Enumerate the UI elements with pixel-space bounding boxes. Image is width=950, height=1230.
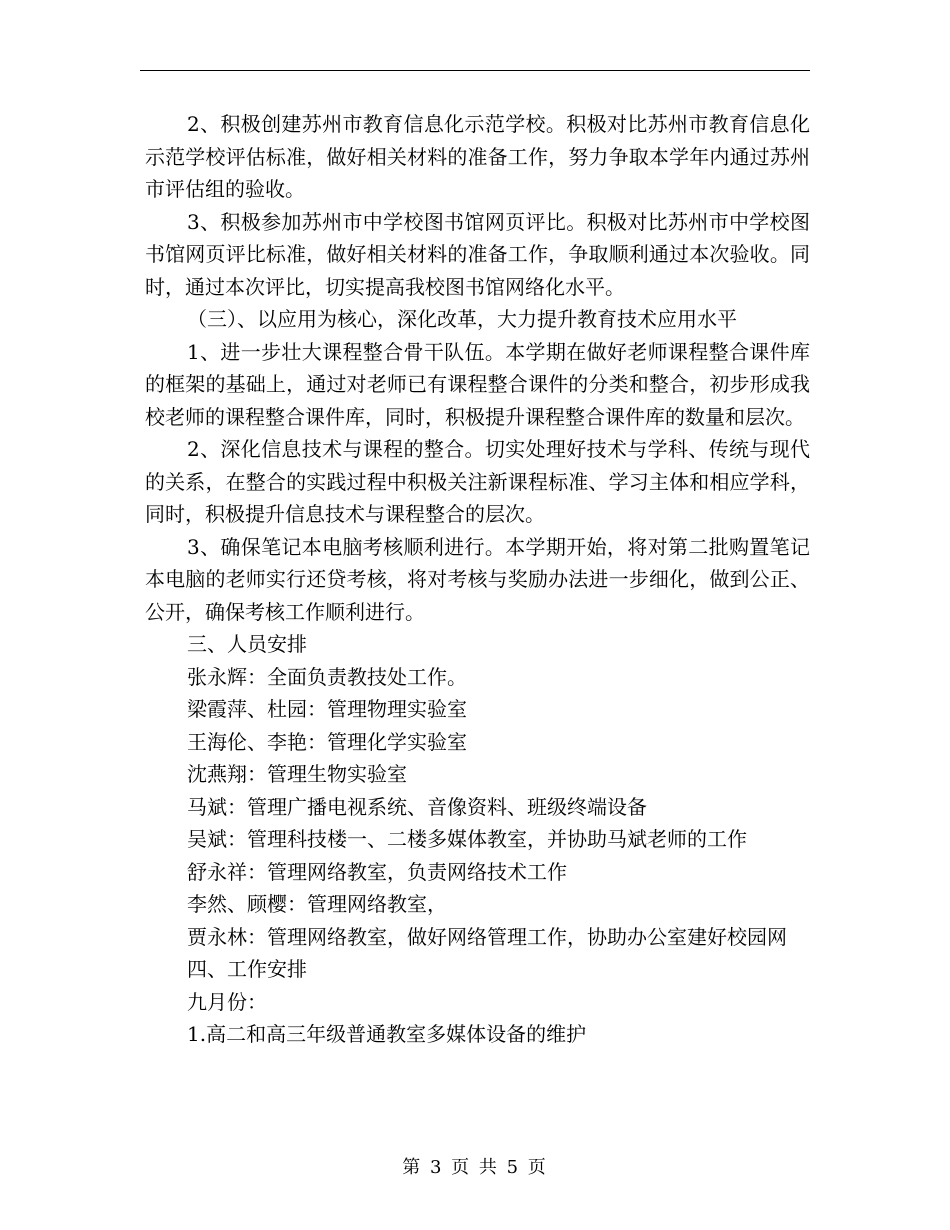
header-rule	[140, 70, 810, 71]
document-body	[145, 108, 810, 1051]
staff-line: 马斌：管理广播电视系统、音像资料、班级终端设备	[187, 794, 647, 819]
staff-line: 张永辉：全面负责教技处工作。	[187, 664, 467, 689]
staff-line: 舒永祥：管理网络教室，负责网络技术工作	[187, 859, 567, 884]
section-heading: （三）、以应用为核心，深化改革，大力提升教育技术应用水平	[187, 307, 737, 331]
section-heading: 四、工作安排	[187, 957, 307, 981]
staff-line: 沈燕翔：管理生物实验室	[187, 762, 407, 786]
staff-line: 王海伦、李艳：管理化学实验室	[187, 729, 467, 754]
list-item: 1.高二和高三年级普通教室多媒体设备的维护	[187, 1022, 587, 1046]
month-heading: 九月份：	[187, 989, 267, 1014]
staff-line: 吴斌：管理科技楼一、二楼多媒体教室，并协助马斌老师的工作	[187, 827, 747, 851]
staff-line: 梁霞萍、杜园：管理物理实验室	[187, 697, 467, 721]
section-heading: 三、人员安排	[187, 632, 307, 656]
staff-line: 贾永林：管理网络教室，做好网络管理工作，协助办公室建好校园网	[187, 924, 787, 949]
page-footer: 第 3 页 共 5 页	[402, 1157, 548, 1178]
paragraph: 2、深化信息技术与课程的整合。切实处理好技术与学科、传统与现代的关系，在整合的实践过程中积极关注新课程标准、学习主体和相应学科，同时，积极提升信息技术与课程整合的层次。	[145, 437, 810, 526]
paragraph: 1、进一步壮大课程整合骨干队伍。本学期在做好老师课程整合课件库的框架的基础上，通过对老师已有课程整合课件的分类和整合，初步形成我校老师的课程整合课件库，同时，积极提升课程整合课件库的数量和层次。	[145, 339, 810, 429]
paragraph: 3、确保笔记本电脑考核顺利进行。本学期开始，将对第二批购置笔记本电脑的老师实行还贷考核，将对考核与奖励办法进一步细化，做到公正、公开，确保考核工作顺利进行。	[145, 534, 810, 624]
staff-line: 李然、顾樱：管理网络教室，	[187, 892, 447, 916]
paragraph: 2、积极创建苏州市教育信息化示范学校。积极对比苏州市教育信息化示范学校评估标准，做好相关材料的准备工作，努力争取本学年内通过苏州市评估组的验收。	[145, 112, 810, 201]
paragraph: 3、积极参加苏州市中学校图书馆网页评比。积极对比苏州市中学校图书馆网页评比标准，做好相关材料的准备工作，争取顺利通过本次验收。同时，通过本次评比，切实提高我校图书馆网络化水平。	[145, 209, 810, 299]
